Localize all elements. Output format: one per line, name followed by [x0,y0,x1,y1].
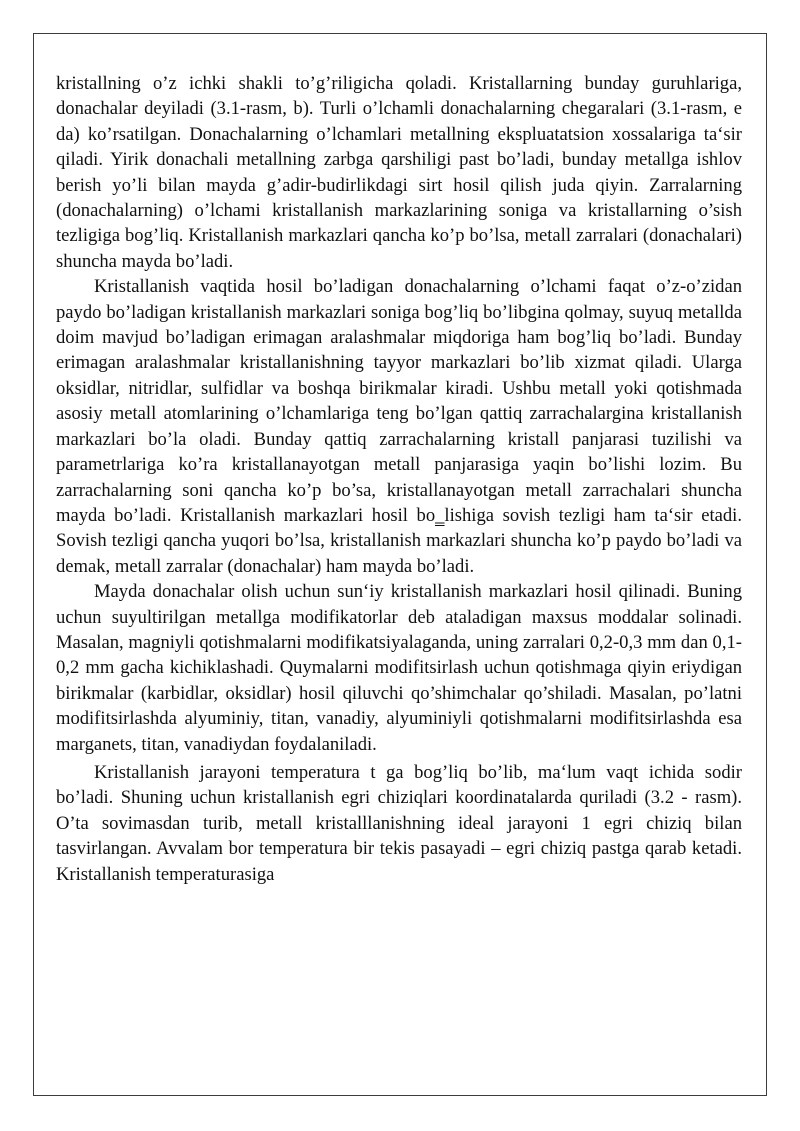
paragraph-1: kristallning o’z ichki shakli to’g’riligicha qoladi. Kristallarning bunday guruhlariga, donachalar deyiladi (3.1-rasm, b). Turli o’lchamli donachalarning chegaralari (3.1-rasm, e da) ko’rsatilgan. Donachalarning o’lchamlari metallning ekspluatatsion xossalariga ta‘sir qiladi. Yirik donachali metallning zarbga qarshiligi past bo’ladi, bunday metallga ishlov berish yo’li bilan mayda g’adir-budirlikdagi sirt hosil qilish juda qiyin. Zarralarning (donachalarning) o’lchami kristallanish markazlarining soniga va kristallarning o’sish tezligiga bog’liq. Kristallanish markazlari qancha ko’p bo’lsa, metall zarralari (donachalari) shuncha mayda bo’ladi. [56,73,742,272]
paragraph-4: Kristallanish jarayoni temperatura t ga bog’liq bo’lib, ma‘lum vaqt ichida sodir bo’ladi. Shuning uchun kristallanish egri chiziqlari koordinatalarda quriladi (3.2 - rasm). O’ta sovimasdan turib, metall kristalllanishning ideal jarayoni 1 egri chiziq bilan tasvirlangan. Avvalam bor temperatura bir tekis pasayadi – egri chiziq pastga qarab ketadi. Kristallanish temperaturasiga [56,761,742,885]
document-body [56,71,742,887]
paragraph-3: Mayda donachalar olish uchun sun‘iy kristallanish markazlari hosil qilinadi. Buning uchun suyultirilgan metallga modifikatorlar deb ataladigan maxsus moddalar solinadi. Masalan, magniyli qotishmalarni modifikatsiyalaganda, uning zarralari 0,2-0,3 mm dan 0,1-0,2 mm gacha kichiklashadi. Quymalarni modifitsirlash uchun qotishmaga qiyin eriydigan birikmalar (karbidlar, oksidlar) hosil qiluvchi qo’shimchalar qo’shiladi. Masalan, po’latni modifitsirlashda alyuminiy, titan, vanadiy, alyuminiyli qotishmalarni modifitsirlashda esa marganets, titan, vanadiydan foydalaniladi. [56,581,742,755]
paragraph-2: Kristallanish vaqtida hosil bo’ladigan donachalarning o’lchami faqat o’z-o’zidan paydo bo’ladigan kristallanish markazlari soniga bog’liq bo’libgina qolmay, suyuq metallda doim mavjud bo’ladigan erimagan aralashmalar miqdoriga ham bog’liq bo’ladi. Bunday erimagan aralashmalar kristallanishning tayyor markazlari bo’lib xizmat qiladi. Ularga oksidlar, nitridlar, sulfidlar va boshqa birikmalar kiradi. Ushbu metall yoki qotishmada asosiy metall atomlarining o’lchamlariga teng bo’lgan qattiq zarrachalargina kristallanish markazlari bo’la oladi. Bunday qattiq zarrachalarning kristall panjarasi tuzilishi va parametrlariga ko’ra kristallanayotgan metall panjarasiga yaqin bo’lishi lozim. Bu zarrachalarning soni qancha ko’p bo’sa, kristallanayotgan metall zarrachalari shuncha mayda bo’ladi. Kristallanish markazlari hosil bo‗lishiga sovish tezligi ham ta‘sir etadi. Sovish tezligi qancha yuqori bo’lsa, kristallanish markazlari shuncha ko’p paydo bo’ladi va demak, metall zarralar (donachalar) ham mayda bo’ladi. [56,276,742,577]
